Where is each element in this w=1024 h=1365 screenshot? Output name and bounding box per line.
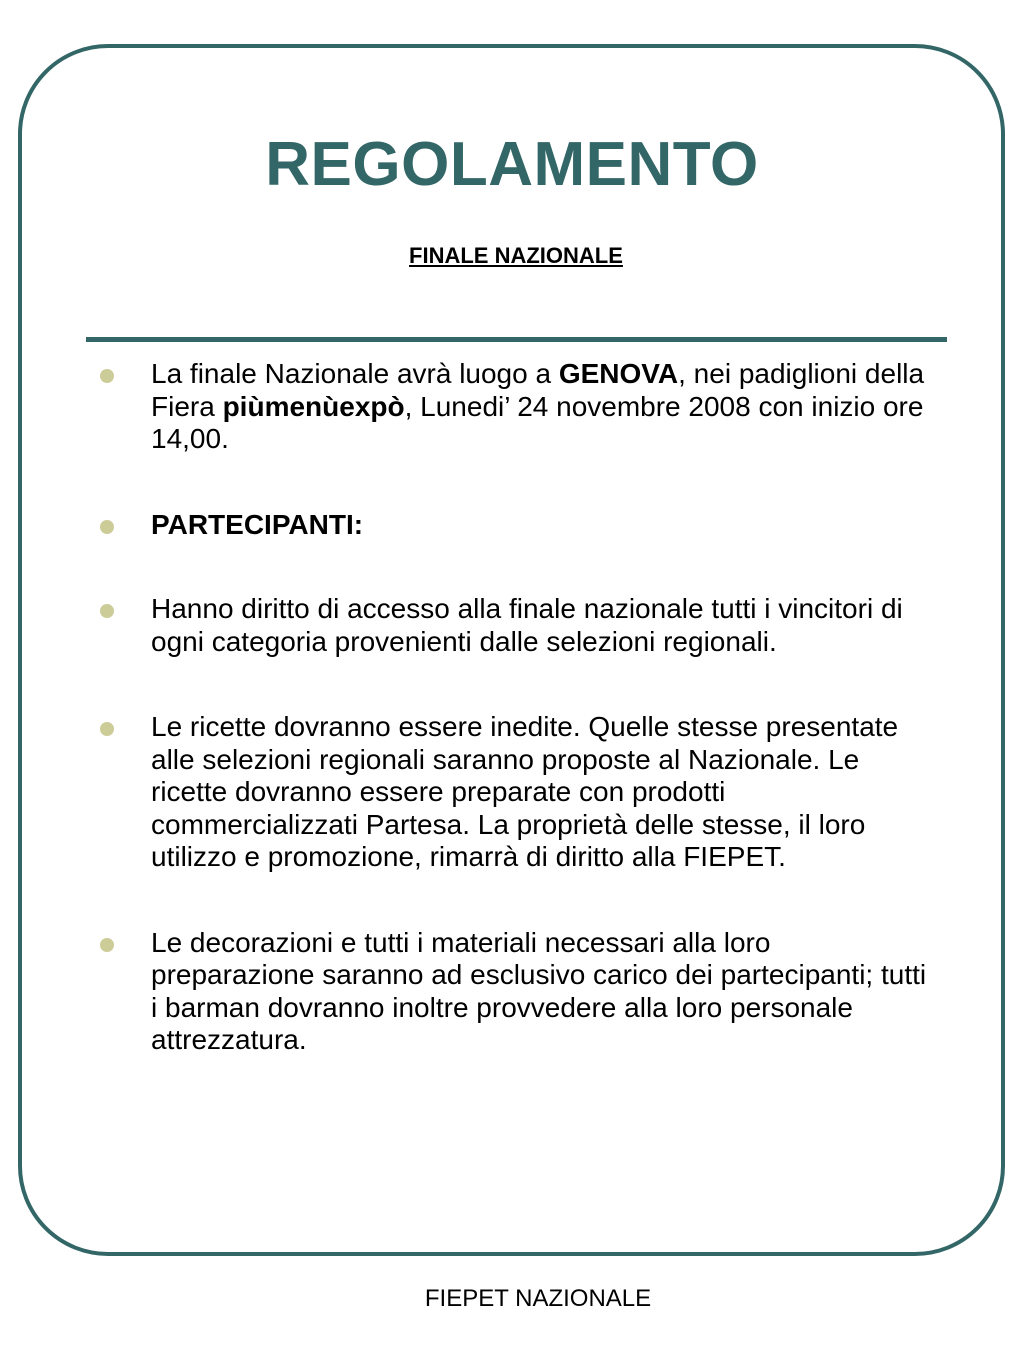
divider-line [86,337,947,342]
bullet-item-materials [100,927,940,1057]
bullet-dot-icon [100,604,114,618]
bullet-text: PARTECIPANTI: [151,508,364,540]
bullet-dot-icon [100,938,114,952]
bullet-dot-icon [100,520,114,534]
bullet-text: Le ricette dovranno essere inedite. Quelle stesse presentate alle selezioni regionali saranno proposte al Nazionale. Le ricette dovranno essere preparate con prodotti commercializzati Partesa. La proprietà delle stesse, il loro utilizzo e promozione, rimarrà di diritto alla FIEPET. [151,711,899,872]
slide-subtitle: FINALE NAZIONALE [409,243,623,268]
bullet-item-location [100,358,940,456]
bullet-dot-icon [100,722,114,736]
bullet-text: Hanno diritto di accesso alla finale nazionale tutti i vincitori di ogni categoria provenienti dalle selezioni regionali. [151,593,903,657]
bullet-item-access [100,593,940,658]
bullet-text: Le decorazioni e tutti i materiali necessari alla loro preparazione saranno ad esclusivo carico dei partecipanti; tutti i barman dovranno inoltre provvedere alla loro personale attrezzatura. [151,926,927,1055]
venue-name: piùmenùexpò [222,390,405,422]
bullet-item-recipes [100,711,940,874]
slide-title: REGOLAMENTO [265,130,759,199]
bullet-list [100,358,940,1057]
slide-footer: FIEPET NAZIONALE [424,1285,652,1312]
bullet-item-participants-heading [100,509,940,542]
bullet-text: La finale Nazionale avrà luogo a GENOVA, nei padiglioni della Fiera piùmenùexpò, Lunedi’ 24 novembre 2008 con inizio ore 14,00. [151,358,925,454]
city-name: GENOVA [558,358,679,389]
bullet-dot-icon [100,369,114,383]
